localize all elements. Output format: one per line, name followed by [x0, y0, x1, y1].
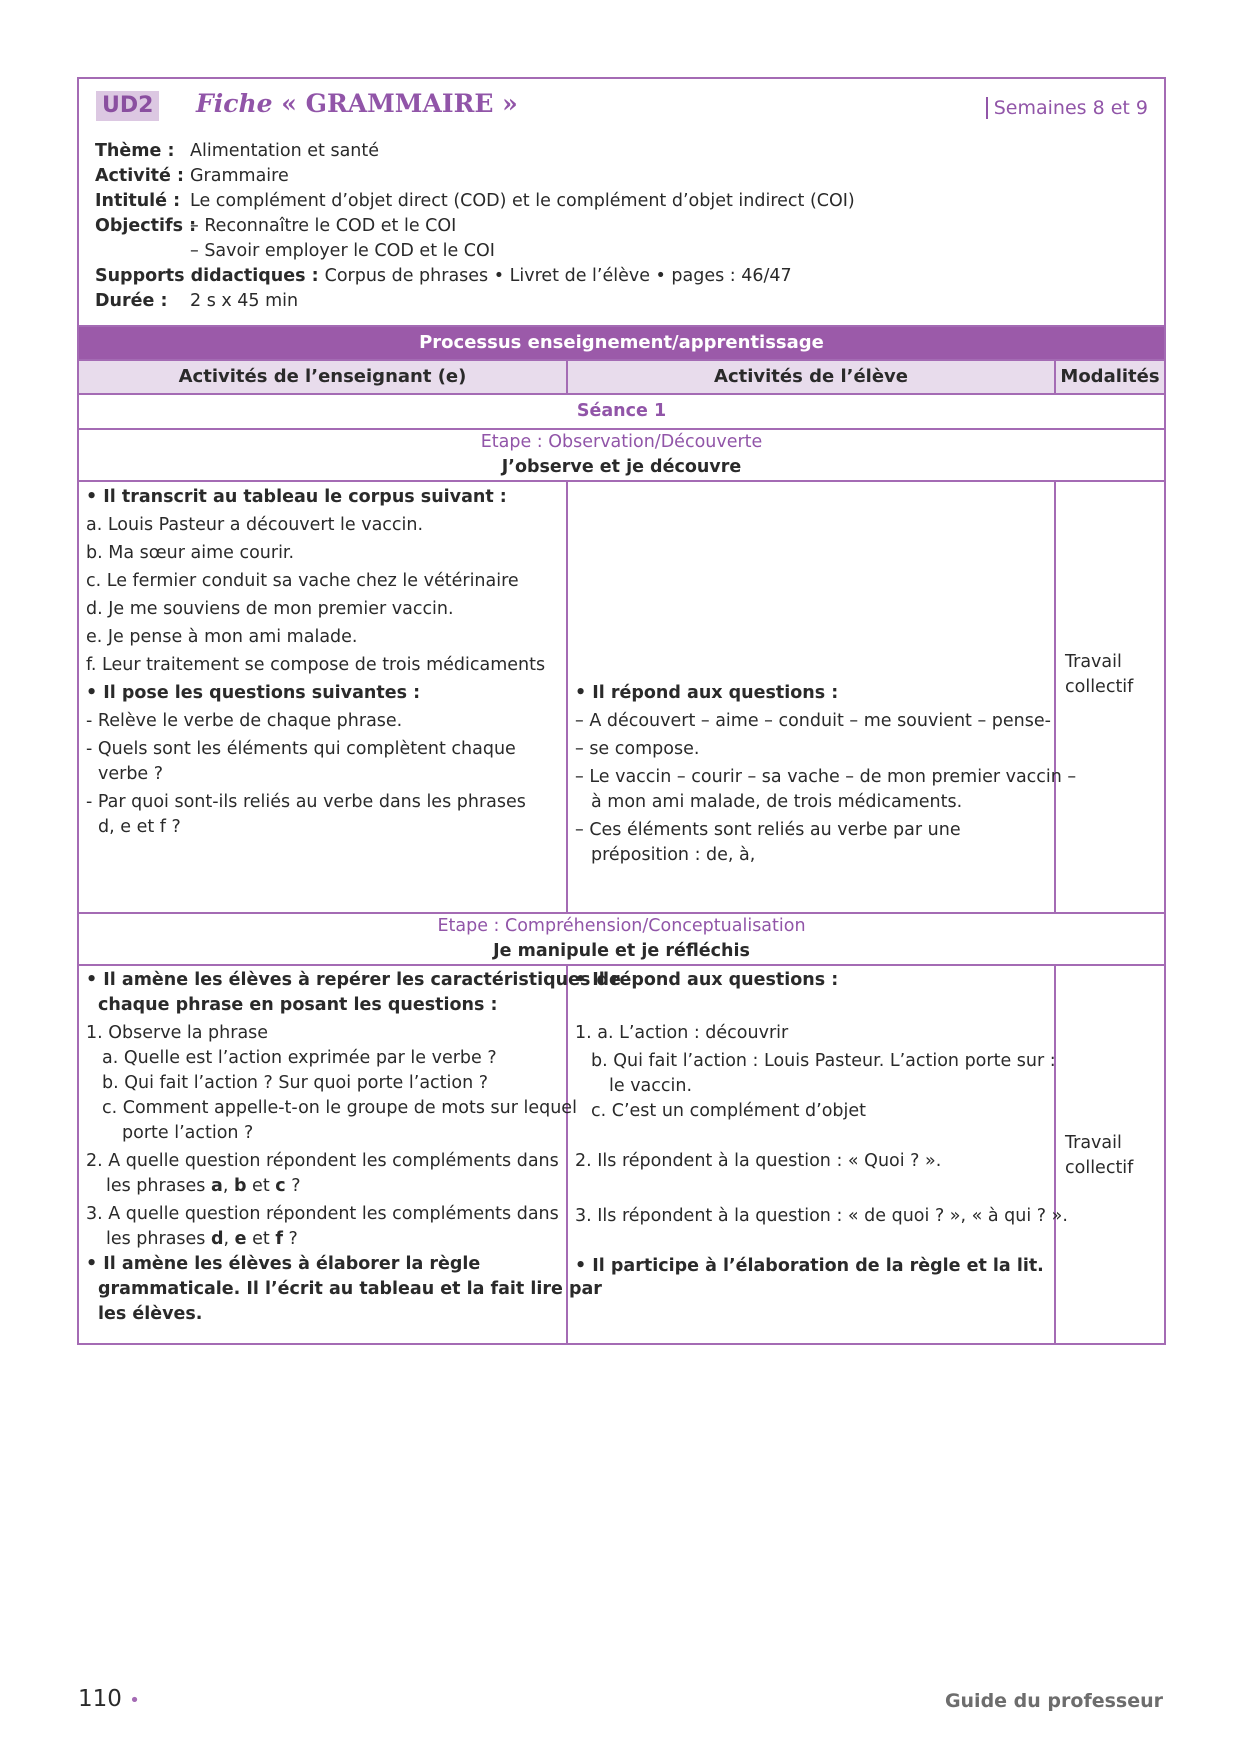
inline-text: et: [246, 1229, 276, 1249]
list-item: chaque phrase en posant les questions :: [98, 995, 498, 1015]
modal-line-1: Travail: [1065, 1133, 1122, 1153]
inline-letter: c: [275, 1176, 286, 1196]
inline-letter: e: [234, 1229, 247, 1249]
weeks-label: Semaines 8 et 9: [986, 97, 1148, 119]
etape-1-label: Etape : Observation/Découverte: [480, 432, 763, 452]
duree-label: Durée :: [95, 291, 168, 311]
duree-value: 2 s x 45 min: [190, 291, 299, 311]
footer-bullet: •: [129, 1690, 140, 1711]
intitule-value: Le complément d’objet direct (COD) et le complément d’objet indirect (COI): [190, 191, 855, 211]
theme-value: Alimentation et santé: [190, 141, 380, 161]
etape-2-student-cell: [567, 965, 1068, 1343]
list-item: • Il pose les questions suivantes :: [86, 683, 421, 703]
inline-text: ,: [222, 1176, 234, 1196]
footer-title: Guide du professeur: [944, 1690, 1163, 1712]
list-item: b. Ma sœur aime courir.: [86, 543, 295, 563]
inline-text: les phrases: [106, 1229, 211, 1249]
etape-1-subtitle: J’observe et je découvre: [501, 457, 742, 477]
list-item: • Il amène les élèves à élaborer la règle: [86, 1254, 481, 1274]
modal-line-2: collectif: [1065, 677, 1134, 697]
inline-letter: d: [211, 1229, 224, 1249]
list-item: • Il répond aux questions :: [575, 683, 839, 703]
list-item: • Il amène les élèves à repérer les caractéristiques de: [86, 970, 621, 990]
etape-1-teacher-cell: [79, 481, 567, 913]
supports-value: Corpus de phrases • Livret de l’élève • pages : 46/47: [324, 266, 792, 286]
col-header-teacher: Activités de l’enseignant (e): [79, 360, 567, 394]
etape-1-student-cell: [567, 481, 1077, 913]
objectifs-label: Objectifs :: [95, 216, 197, 236]
list-item: • Il participe à l’élaboration de la règle et la lit.: [575, 1256, 1044, 1276]
list-item: b. Qui fait l’action : Louis Pasteur. L’action porte sur :: [591, 1051, 1056, 1071]
modal-line-1: Travail: [1065, 652, 1122, 672]
list-item: 2. A quelle question répondent les compléments dans: [86, 1151, 559, 1171]
col-header-student: Activités de l’élève: [567, 360, 1055, 394]
process-table: [79, 325, 1164, 1343]
lesson-sheet: [77, 77, 1166, 1345]
list-item: 2. Ils répondent à la question : « Quoi ? ».: [575, 1151, 942, 1171]
intitule-label: Intitulé :: [95, 191, 181, 211]
inline-letter: f: [275, 1229, 283, 1249]
list-item: 1. a. L’action : découvrir: [575, 1023, 789, 1043]
activite-label: Activité :: [95, 166, 185, 186]
list-item: d. Je me souviens de mon premier vaccin.: [86, 599, 454, 619]
list-item: e. Je pense à mon ami malade.: [86, 627, 358, 647]
list-item: a. Louis Pasteur a découvert le vaccin.: [86, 515, 424, 535]
list-item: le vaccin.: [609, 1076, 693, 1096]
objectif-1: – Reconnaître le COD et le COI: [190, 216, 457, 236]
list-item: - Par quoi sont-ils reliés au verbe dans les phrases: [86, 792, 526, 812]
etape-2-label: Etape : Compréhension/Conceptualisation: [437, 916, 806, 936]
title-prefix: Fiche: [196, 89, 273, 118]
list-item: verbe ?: [98, 764, 164, 784]
meta-block: [95, 139, 1145, 314]
list-item: grammaticale. Il l’écrit au tableau et la fait lire par: [98, 1279, 602, 1299]
list-item: • Il transcrit au tableau le corpus suivant :: [86, 487, 507, 507]
list-item: b. Qui fait l’action ? Sur quoi porte l’action ?: [102, 1073, 489, 1093]
list-item: c. C’est un complément d’objet: [591, 1101, 867, 1121]
list-item: a. Quelle est l’action exprimée par le verbe ?: [102, 1048, 497, 1068]
supports-label: Supports didactiques :: [95, 266, 319, 286]
list-item: f. Leur traitement se compose de trois médicaments: [86, 655, 546, 675]
list-item: d, e et f ?: [98, 817, 181, 837]
process-title: Processus enseignement/apprentissage: [79, 326, 1164, 360]
unit-badge: UD2: [96, 91, 159, 121]
etape-2-subtitle: Je manipule et je réfléchis: [493, 941, 750, 961]
list-item: [106, 1174, 300, 1199]
sheet-title: [196, 89, 518, 119]
list-item: préposition : de, à,: [591, 845, 756, 865]
seance-title: Séance 1: [79, 394, 1164, 429]
list-item: c. Le fermier conduit sa vache chez le vétérinaire: [86, 571, 519, 591]
list-item: • Il répond aux questions :: [575, 970, 839, 990]
inline-text: ?: [285, 1176, 301, 1196]
etape-2-header: [79, 913, 1164, 965]
list-item: [106, 1227, 298, 1252]
list-item: - Quels sont les éléments qui complètent chaque: [86, 739, 516, 759]
page-number-value: 110: [78, 1686, 122, 1712]
col-header-modal: Modalités: [1055, 360, 1164, 394]
activite-value: Grammaire: [190, 166, 289, 186]
etape-2-teacher-cell: [79, 965, 621, 1343]
objectif-2: – Savoir employer le COD et le COI: [190, 241, 495, 261]
list-item: les élèves.: [98, 1304, 203, 1324]
theme-label: Thème :: [95, 141, 175, 161]
list-item: 1. Observe la phrase: [86, 1023, 269, 1043]
list-item: à mon ami malade, de trois médicaments.: [591, 792, 963, 812]
list-item: – se compose.: [575, 739, 700, 759]
inline-text: ?: [282, 1229, 298, 1249]
list-item: 3. A quelle question répondent les compléments dans: [86, 1204, 559, 1224]
inline-text: ,: [223, 1229, 235, 1249]
etape-1-header: [79, 429, 1164, 481]
inline-letter: b: [233, 1176, 247, 1196]
modal-line-2: collectif: [1065, 1158, 1134, 1178]
title-main: « GRAMMAIRE »: [281, 89, 518, 118]
inline-text: et: [246, 1176, 276, 1196]
list-item: 3. Ils répondent à la question : « de quoi ? », « à qui ? ».: [575, 1206, 1068, 1226]
list-item: porte l’action ?: [122, 1123, 254, 1143]
etape-2-modal-cell: [1055, 965, 1164, 1343]
list-item: – Le vaccin – courir – sa vache – de mon premier vaccin –: [575, 767, 1077, 787]
page-number: [78, 1686, 140, 1712]
inline-letter: a: [211, 1176, 223, 1196]
list-item: - Relève le verbe de chaque phrase.: [86, 711, 403, 731]
list-item: c. Comment appelle-t-on le groupe de mots sur lequel: [102, 1098, 577, 1118]
inline-text: les phrases: [106, 1176, 211, 1196]
list-item: – A découvert – aime – conduit – me souvient – pense-: [575, 711, 1051, 731]
sheet-header: [79, 79, 1164, 325]
etape-1-modal-cell: [1055, 481, 1164, 913]
list-item: – Ces éléments sont reliés au verbe par une: [575, 820, 961, 840]
